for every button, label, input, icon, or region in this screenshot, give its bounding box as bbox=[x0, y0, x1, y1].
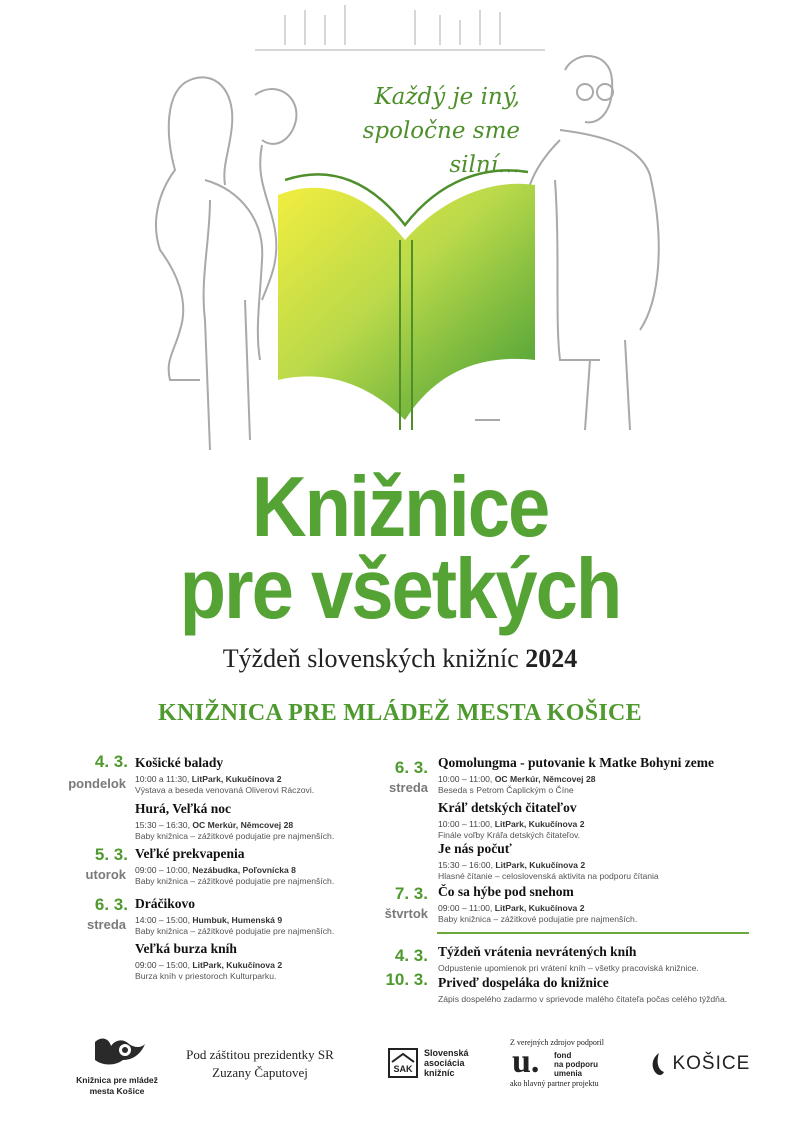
right-event-4 bbox=[438, 884, 778, 924]
slogan-line-3: silní... bbox=[449, 152, 520, 178]
sak-line-3: knižníc bbox=[424, 1068, 455, 1078]
left-event-2 bbox=[135, 801, 475, 841]
kpm-line-1: Knižnica pre mládež bbox=[76, 1075, 158, 1085]
event-time: 14:00 – 15:00, Humbuk, Humenská 9 bbox=[135, 915, 283, 925]
event-desc: Baby knižnica – zážitkové podujatie pre najmenších. bbox=[135, 876, 335, 886]
event-time: 10:00 – 11:00, OC Merkúr, Němcovej 28 bbox=[438, 774, 596, 784]
event-title: Veľká burza kníh bbox=[135, 941, 237, 956]
right-day2-date: 7. 3. bbox=[394, 884, 428, 903]
event-title: Veľké prekvapenia bbox=[135, 846, 245, 861]
patron-line-1: Pod záštitou prezidentky SR bbox=[186, 1047, 334, 1062]
event-desc: Finále voľby Kráľa detských čitateľov. bbox=[438, 830, 581, 840]
left-day2-date: 5. 3. bbox=[94, 845, 128, 864]
event-desc: Baby knižnica – zážitkové podujatie pre najmenších. bbox=[135, 926, 335, 936]
sak-book-icon: SAK bbox=[388, 1048, 418, 1078]
sak-line-1: Slovenská bbox=[424, 1048, 469, 1058]
event-desc: Hlasné čítanie – celoslovenská aktivita na podporu čítania bbox=[438, 871, 659, 881]
fpu-top-text: Z verejných zdrojov podporil bbox=[510, 1038, 604, 1047]
event-time: 09:00 – 15:00, LitPark, Kukučínova 2 bbox=[135, 960, 283, 970]
event-title: Čo sa hýbe pod snehom bbox=[438, 884, 574, 899]
slogan bbox=[300, 80, 520, 182]
range-end-date: 10. 3. bbox=[385, 970, 428, 989]
title-line-1: Knižnice bbox=[251, 459, 549, 556]
open-book-illustration bbox=[278, 170, 535, 430]
event-subtitle bbox=[0, 644, 800, 674]
event-time: 15:30 – 16:00, LitPark, Kukučínova 2 bbox=[438, 860, 586, 870]
library-name: KNIŽNICA PRE MLÁDEŽ MESTA KOŠICE bbox=[158, 700, 642, 726]
patronage bbox=[180, 1046, 340, 1082]
subtitle-text: Týždeň slovenských knižníc bbox=[222, 644, 519, 673]
event-desc: Odpustenie upomienok pri vrátení kníh – všetky pracoviská knižnice. bbox=[438, 963, 699, 973]
event-desc: Baby knižnica – zážitkové podujatie pre najmenších. bbox=[438, 914, 638, 924]
event-time: 10:00 – 11:00, LitPark, Kukučínova 2 bbox=[438, 819, 585, 829]
kpm-line-2: mesta Košice bbox=[89, 1086, 145, 1096]
fpu-logo bbox=[510, 1038, 630, 1088]
fpu-line-2: na podporu bbox=[554, 1060, 598, 1069]
kpm-logo bbox=[62, 1034, 172, 1097]
kosice-crest-icon bbox=[650, 1052, 668, 1076]
right-event-2 bbox=[438, 800, 778, 840]
event-title: Hurá, Veľká noc bbox=[135, 801, 231, 816]
fpu-bottom-text: ako hlavný partner projektu bbox=[510, 1079, 599, 1088]
right-event-3 bbox=[438, 841, 778, 881]
left-day1-weekday: pondelok bbox=[68, 776, 126, 791]
right-event-6 bbox=[438, 975, 778, 1004]
event-title: Kráľ detských čitateľov bbox=[438, 800, 577, 815]
event-time: 09:00 – 11:00, LitPark, Kukučínova 2 bbox=[438, 903, 585, 913]
header-illustration bbox=[0, 0, 800, 460]
slogan-line-1: Každý je iný, bbox=[374, 84, 520, 110]
left-day1-date: 4. 3. bbox=[94, 752, 128, 771]
event-title: Týždeň vrátenia nevrátených kníh bbox=[438, 944, 637, 959]
sak-line-2: asociácia bbox=[424, 1058, 465, 1068]
left-day3-weekday: streda bbox=[86, 917, 126, 932]
right-event-5 bbox=[438, 944, 778, 973]
right-event-1 bbox=[438, 755, 778, 795]
right-day1-weekday: streda bbox=[388, 780, 428, 795]
event-time: 10:00 a 11:30, LitPark, Kukučínova 2 bbox=[135, 774, 282, 784]
event-title: Je nás počuť bbox=[438, 841, 512, 856]
event-title: Priveď dospeláka do knižnice bbox=[438, 975, 609, 990]
slogan-line-2: spoločne sme bbox=[362, 118, 520, 144]
title-line-2: pre všetkých bbox=[179, 541, 621, 638]
range-start-date: 4. 3. bbox=[394, 946, 428, 965]
left-day2-weekday: utorok bbox=[85, 867, 126, 882]
fpu-line-1: fond bbox=[554, 1051, 572, 1060]
subtitle-year: 2024 bbox=[525, 644, 578, 673]
event-desc: Výstava a beseda venovaná Oliverovi Ráczovi. bbox=[135, 785, 315, 795]
event-title: Dráčikovo bbox=[135, 896, 195, 911]
left-event-3 bbox=[135, 846, 475, 886]
fpu-letter: u. bbox=[512, 1043, 540, 1080]
event-title: Košické balady bbox=[135, 755, 224, 770]
bookshelf-lines bbox=[255, 5, 545, 50]
right-day2-weekday: štvrtok bbox=[384, 906, 428, 921]
event-desc: Zápis dospelého zadarmo v sprievode malého čitateľa počas celého týždňa. bbox=[438, 994, 728, 1004]
event-desc: Baby knižnica – zážitkové podujatie pre najmenších. bbox=[135, 831, 335, 841]
event-time: 15:30 – 16:30, OC Merkúr, Němcovej 28 bbox=[135, 820, 294, 830]
kosice-text: KOŠICE bbox=[672, 1053, 751, 1074]
event-title: Qomolungma - putovanie k Matke Bohyni zeme bbox=[438, 755, 715, 770]
event-time: 09:00 – 10:00, Nezábudka, Poľovnícka 8 bbox=[135, 865, 296, 875]
event-desc: Burza kníh v priestoroch Kulturparku. bbox=[135, 971, 277, 981]
patron-line-2: Zuzany Čaputovej bbox=[212, 1065, 308, 1080]
left-day3-date: 6. 3. bbox=[94, 895, 128, 914]
woman-with-child-drawing bbox=[156, 77, 296, 450]
kpm-bird-icon bbox=[87, 1034, 147, 1070]
kosice-logo bbox=[650, 1052, 750, 1076]
event-desc: Beseda s Petrom Čaplickým o Číne bbox=[438, 785, 574, 795]
fpu-line-3: umenia bbox=[554, 1069, 583, 1078]
section-divider bbox=[437, 932, 749, 934]
right-day1-date: 6. 3. bbox=[394, 758, 428, 777]
